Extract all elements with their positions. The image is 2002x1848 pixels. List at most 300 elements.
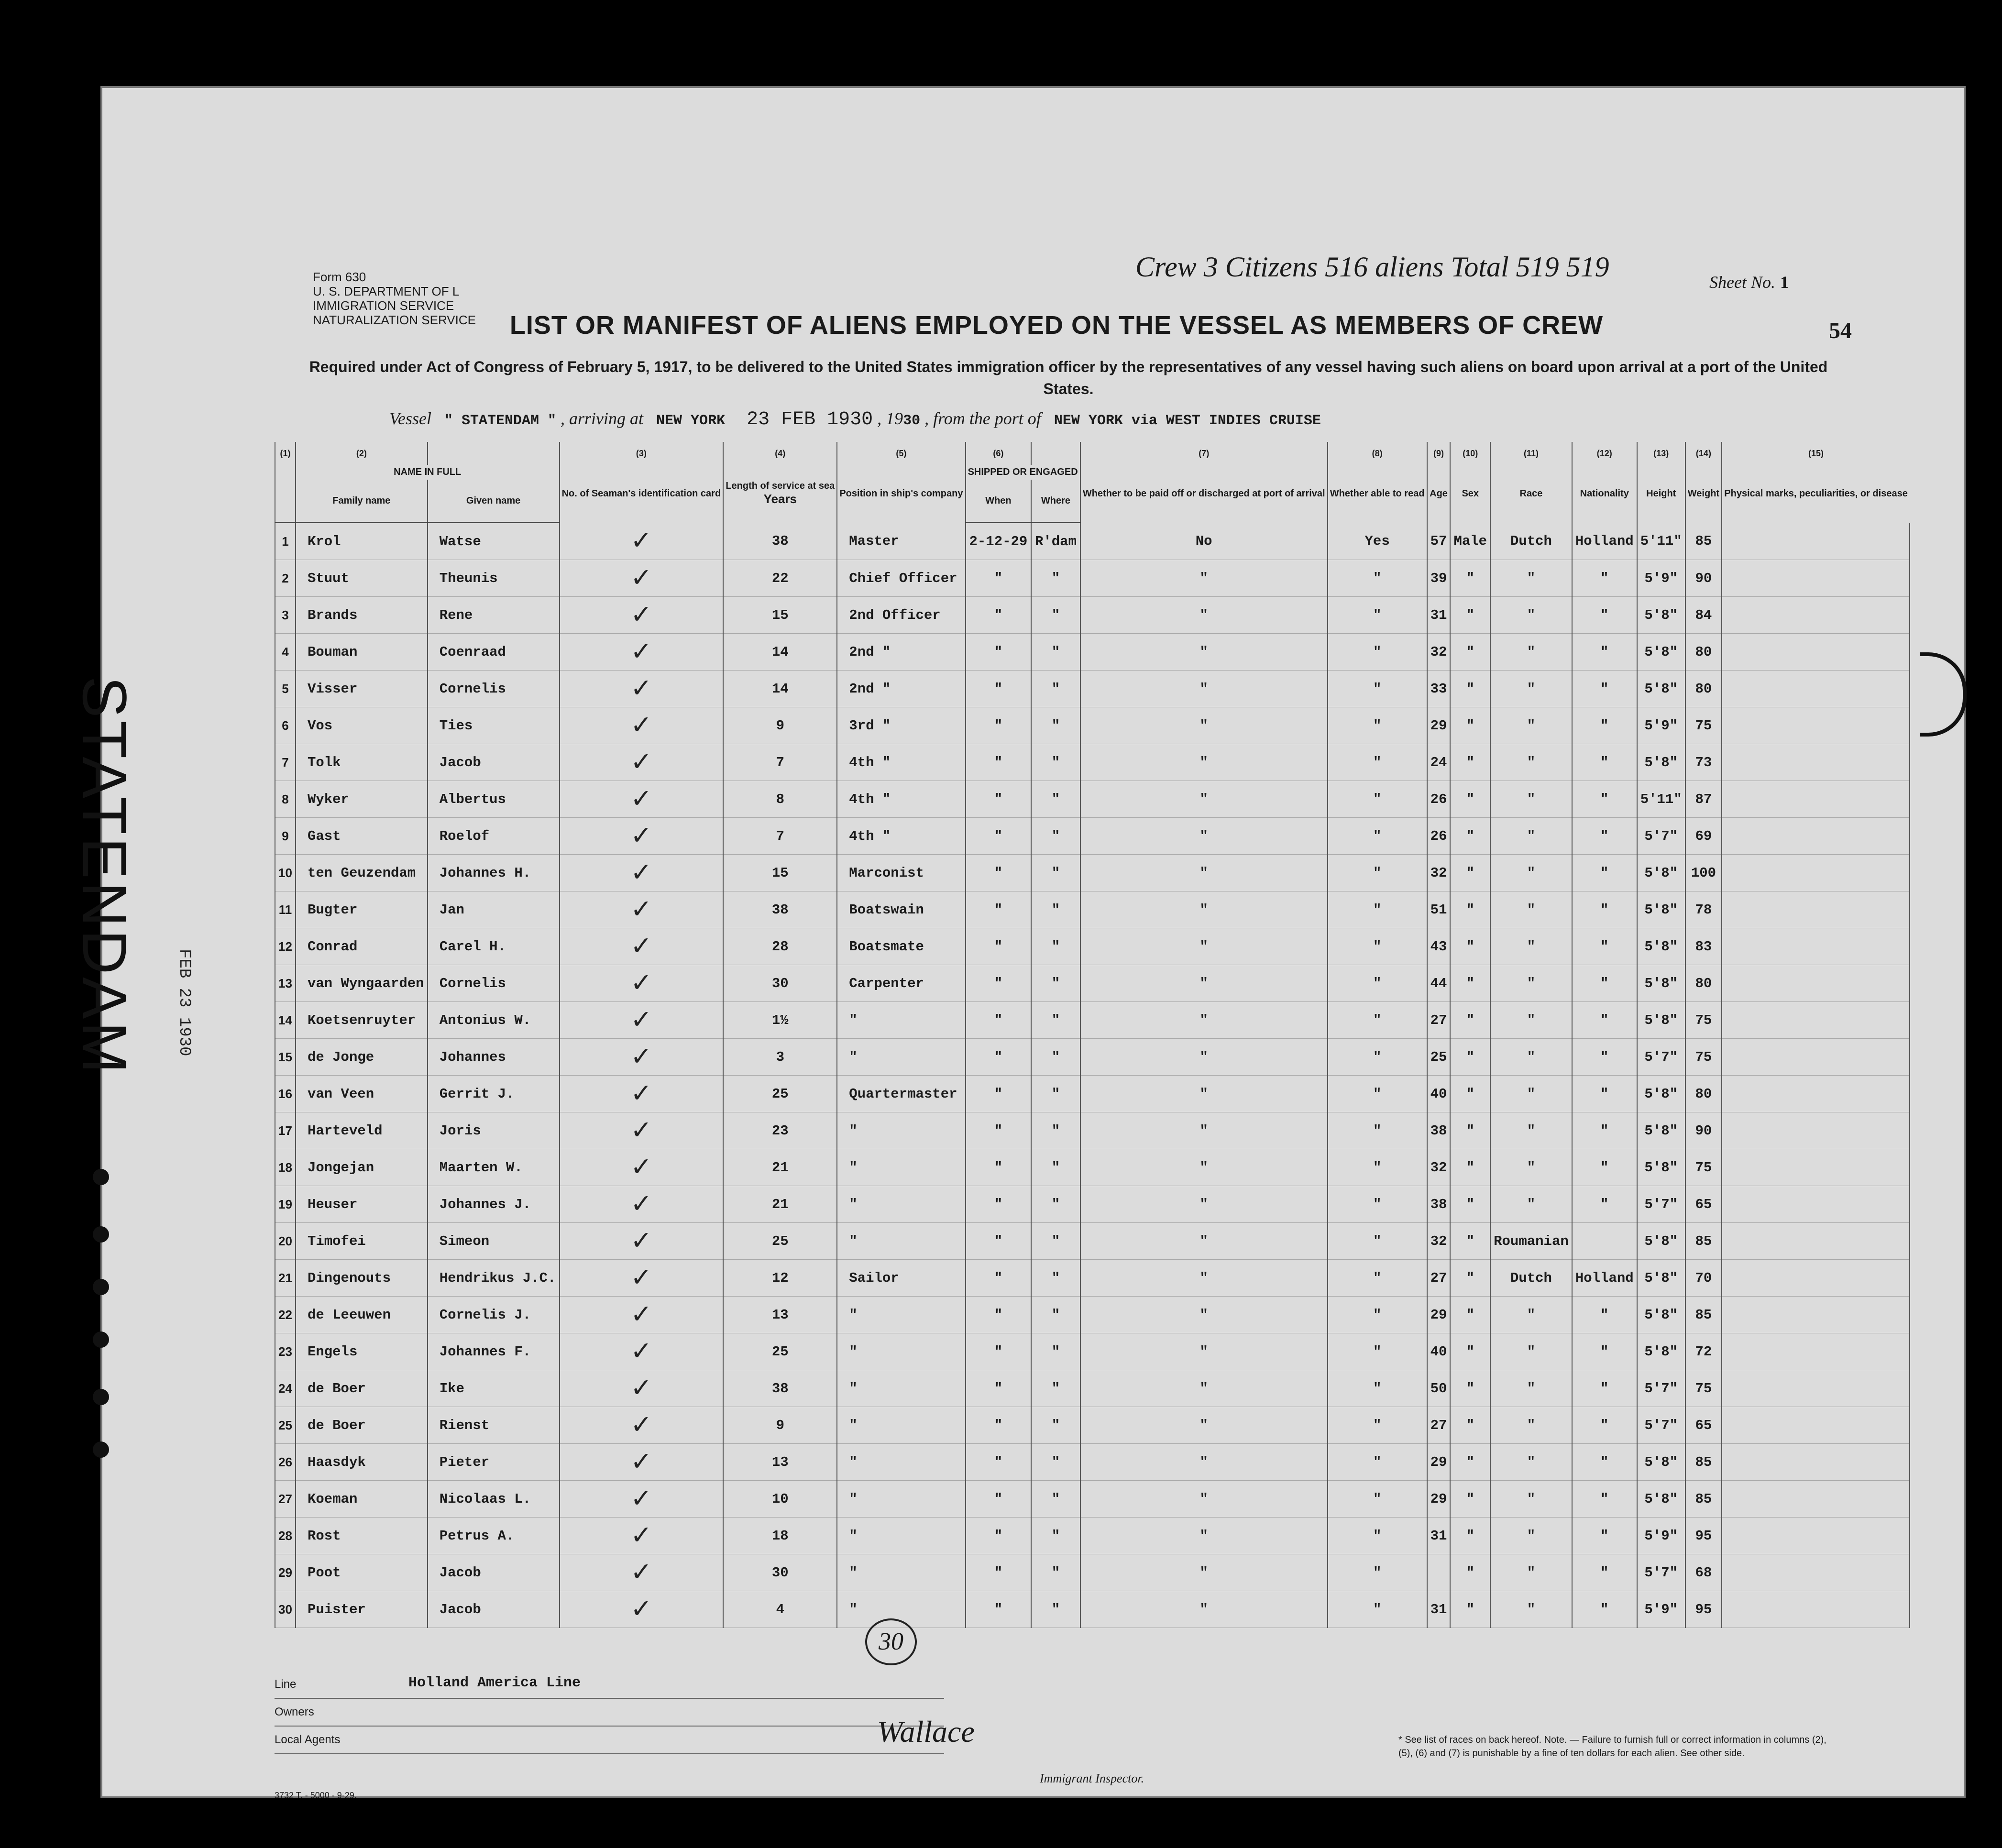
able-to-read: " bbox=[1328, 818, 1427, 855]
id-card-check: ✓ bbox=[560, 560, 724, 597]
physical-marks bbox=[1722, 855, 1910, 891]
family-name: Dingenouts bbox=[296, 1260, 428, 1297]
line-number: 17 bbox=[275, 1112, 296, 1149]
given-name: Roelof bbox=[428, 818, 560, 855]
race: " bbox=[1490, 1407, 1572, 1444]
shipped-when: " bbox=[966, 1407, 1032, 1444]
age: 31 bbox=[1427, 597, 1451, 634]
physical-marks bbox=[1722, 1481, 1910, 1518]
service-years: 38 bbox=[723, 891, 837, 928]
line-number: 20 bbox=[275, 1223, 296, 1260]
table-row bbox=[275, 891, 1910, 928]
family-name: Puister bbox=[296, 1591, 428, 1628]
table-row bbox=[275, 1370, 1910, 1407]
weight: 80 bbox=[1685, 1076, 1722, 1112]
family-name: Visser bbox=[296, 671, 428, 707]
table-row bbox=[275, 744, 1910, 781]
shipped-where: " bbox=[1031, 1223, 1080, 1260]
weight: 70 bbox=[1685, 1260, 1722, 1297]
given-name: Jacob bbox=[428, 1554, 560, 1591]
paid-off: " bbox=[1080, 560, 1328, 597]
shipped-where: R'dam bbox=[1031, 523, 1080, 560]
shipped-where: " bbox=[1031, 744, 1080, 781]
race: " bbox=[1490, 781, 1572, 818]
weight: 95 bbox=[1685, 1518, 1722, 1554]
able-to-read: " bbox=[1328, 560, 1427, 597]
table-row bbox=[275, 1149, 1910, 1186]
sex: " bbox=[1450, 1518, 1490, 1554]
race-header: Race bbox=[1490, 465, 1572, 523]
id-card-check: ✓ bbox=[560, 781, 724, 818]
service-years: 14 bbox=[723, 671, 837, 707]
id-card-check: ✓ bbox=[560, 1002, 724, 1039]
shipped-header: SHIPPED OR ENGAGED bbox=[966, 465, 1080, 480]
height: 5'8" bbox=[1637, 1076, 1685, 1112]
nationality: " bbox=[1572, 671, 1637, 707]
given-name: Ike bbox=[428, 1370, 560, 1407]
sex: " bbox=[1450, 597, 1490, 634]
position: 4th " bbox=[837, 744, 965, 781]
departure-port: NEW YORK via WEST INDIES CRUISE bbox=[1054, 413, 1321, 429]
nationality: " bbox=[1572, 1002, 1637, 1039]
given-name: Pieter bbox=[428, 1444, 560, 1481]
given-name: Antonius W. bbox=[428, 1002, 560, 1039]
able-to-read: " bbox=[1328, 707, 1427, 744]
shipped-where: " bbox=[1031, 928, 1080, 965]
able-to-read: " bbox=[1328, 1481, 1427, 1518]
line-number: 22 bbox=[275, 1297, 296, 1333]
physical-marks bbox=[1722, 1002, 1910, 1039]
given-name: Watse bbox=[428, 523, 560, 560]
physical-marks bbox=[1722, 1112, 1910, 1149]
able-to-read: " bbox=[1328, 1039, 1427, 1076]
shipped-where: " bbox=[1031, 781, 1080, 818]
weight: 85 bbox=[1685, 1444, 1722, 1481]
paid-off: " bbox=[1080, 1444, 1328, 1481]
table-row bbox=[275, 1223, 1910, 1260]
able-to-read: Yes bbox=[1328, 523, 1427, 560]
nationality: " bbox=[1572, 1591, 1637, 1628]
nationality: " bbox=[1572, 855, 1637, 891]
age bbox=[1427, 1554, 1451, 1591]
race: " bbox=[1490, 818, 1572, 855]
race: Roumanian bbox=[1490, 1223, 1572, 1260]
able-to-read: " bbox=[1328, 1591, 1427, 1628]
given-name: Carel H. bbox=[428, 928, 560, 965]
weight: 90 bbox=[1685, 1112, 1722, 1149]
race: " bbox=[1490, 671, 1572, 707]
height: 5'8" bbox=[1637, 928, 1685, 965]
position: " bbox=[837, 1297, 965, 1333]
race: " bbox=[1490, 634, 1572, 671]
age: 32 bbox=[1427, 855, 1451, 891]
inspector-label: Immigrant Inspector. bbox=[1040, 1771, 1144, 1785]
service-years: 1½ bbox=[723, 1002, 837, 1039]
paid-off: " bbox=[1080, 1002, 1328, 1039]
weight: 80 bbox=[1685, 965, 1722, 1002]
age: 29 bbox=[1427, 707, 1451, 744]
race: Dutch bbox=[1490, 1260, 1572, 1297]
height: 5'8" bbox=[1637, 634, 1685, 671]
id-card-check: ✓ bbox=[560, 1260, 724, 1297]
physical-marks bbox=[1722, 597, 1910, 634]
id-card-check: ✓ bbox=[560, 1112, 724, 1149]
physical-marks bbox=[1722, 818, 1910, 855]
shipped-when: " bbox=[966, 1039, 1032, 1076]
paid-off: " bbox=[1080, 891, 1328, 928]
race: " bbox=[1490, 1186, 1572, 1223]
table-row bbox=[275, 1112, 1910, 1149]
footer-note: * See list of races on back hereof. Note. — Failure to furnish full or correct information in columns (2), (5), (6) and (7) is punishable by a fine of ten dollars for each alien. See other side. bbox=[1398, 1735, 1826, 1759]
physical-marks bbox=[1722, 744, 1910, 781]
physical-marks bbox=[1722, 1518, 1910, 1554]
table-row bbox=[275, 1444, 1910, 1481]
nationality: Holland bbox=[1572, 1260, 1637, 1297]
sex: " bbox=[1450, 1481, 1490, 1518]
service-years: 25 bbox=[723, 1223, 837, 1260]
able-to-read: " bbox=[1328, 1260, 1427, 1297]
race: " bbox=[1490, 744, 1572, 781]
shipped-where: " bbox=[1031, 1518, 1080, 1554]
family-name: Haasdyk bbox=[296, 1444, 428, 1481]
shipped-where: " bbox=[1031, 597, 1080, 634]
height: 5'8" bbox=[1637, 1297, 1685, 1333]
sex: " bbox=[1450, 1149, 1490, 1186]
family-name: Krol bbox=[296, 523, 428, 560]
column-number: (9) bbox=[1427, 442, 1451, 465]
height: 5'11" bbox=[1637, 523, 1685, 560]
paid-off: " bbox=[1080, 1260, 1328, 1297]
given-name: Johannes F. bbox=[428, 1333, 560, 1370]
sex: " bbox=[1450, 634, 1490, 671]
age: 26 bbox=[1427, 818, 1451, 855]
family-name: van Veen bbox=[296, 1076, 428, 1112]
sex: " bbox=[1450, 891, 1490, 928]
sex: " bbox=[1450, 1112, 1490, 1149]
paid-off: " bbox=[1080, 1370, 1328, 1407]
service-years: 15 bbox=[723, 855, 837, 891]
paid-off: " bbox=[1080, 1481, 1328, 1518]
line-number: 19 bbox=[275, 1186, 296, 1223]
paid-off: " bbox=[1080, 1149, 1328, 1186]
service-years: 15 bbox=[723, 597, 837, 634]
weight: 83 bbox=[1685, 928, 1722, 965]
shipped-when: " bbox=[966, 1223, 1032, 1260]
service-years: 9 bbox=[723, 707, 837, 744]
weight: 80 bbox=[1685, 634, 1722, 671]
service-years: 23 bbox=[723, 1112, 837, 1149]
nationality bbox=[1572, 1223, 1637, 1260]
line-row bbox=[275, 1671, 944, 1699]
paid-off: " bbox=[1080, 597, 1328, 634]
table-row bbox=[275, 634, 1910, 671]
family-name: Gast bbox=[296, 818, 428, 855]
age: 27 bbox=[1427, 1260, 1451, 1297]
age: 31 bbox=[1427, 1518, 1451, 1554]
id-card-check: ✓ bbox=[560, 523, 724, 560]
family-name: Timofei bbox=[296, 1223, 428, 1260]
family-name: Vos bbox=[296, 707, 428, 744]
sex: " bbox=[1450, 1002, 1490, 1039]
nationality: " bbox=[1572, 1518, 1637, 1554]
age: 24 bbox=[1427, 744, 1451, 781]
paid-off: " bbox=[1080, 1554, 1328, 1591]
physical-marks bbox=[1722, 891, 1910, 928]
given-name: Ties bbox=[428, 707, 560, 744]
table-row bbox=[275, 928, 1910, 965]
position: Master bbox=[837, 523, 965, 560]
punch-hole-icon bbox=[93, 1441, 109, 1458]
sex: " bbox=[1450, 781, 1490, 818]
nationality: " bbox=[1572, 1554, 1637, 1591]
sex: " bbox=[1450, 855, 1490, 891]
sex: " bbox=[1450, 1297, 1490, 1333]
paid-off: " bbox=[1080, 744, 1328, 781]
service-years: 30 bbox=[723, 1554, 837, 1591]
manifest-sheet bbox=[70, 86, 1966, 1800]
id-card-check: ✓ bbox=[560, 597, 724, 634]
shipped-where: " bbox=[1031, 560, 1080, 597]
position: " bbox=[837, 1591, 965, 1628]
column-number bbox=[1031, 442, 1080, 465]
given-name: Rene bbox=[428, 597, 560, 634]
given-name: Cornelis J. bbox=[428, 1297, 560, 1333]
id-card-check: ✓ bbox=[560, 1333, 724, 1370]
weight: 75 bbox=[1685, 1370, 1722, 1407]
nationality: " bbox=[1572, 744, 1637, 781]
physical-marks bbox=[1722, 1186, 1910, 1223]
arriving-label: , arriving at bbox=[561, 409, 644, 428]
physical-marks bbox=[1722, 634, 1910, 671]
service-years: 21 bbox=[723, 1149, 837, 1186]
age: 38 bbox=[1427, 1112, 1451, 1149]
paid-off: " bbox=[1080, 634, 1328, 671]
column-number: (6) bbox=[966, 442, 1032, 465]
family-name: Harteveld bbox=[296, 1112, 428, 1149]
race: " bbox=[1490, 597, 1572, 634]
able-to-read: " bbox=[1328, 671, 1427, 707]
owners-label: Owners bbox=[275, 1705, 314, 1718]
column-number: (15) bbox=[1722, 442, 1910, 465]
physical-marks bbox=[1722, 1297, 1910, 1333]
shipped-where: " bbox=[1031, 891, 1080, 928]
height: 5'8" bbox=[1637, 891, 1685, 928]
race: " bbox=[1490, 707, 1572, 744]
position: " bbox=[837, 1554, 965, 1591]
shipped-when: " bbox=[966, 597, 1032, 634]
shipped-where: " bbox=[1031, 1039, 1080, 1076]
paid-off: " bbox=[1080, 855, 1328, 891]
able-to-read: " bbox=[1328, 1333, 1427, 1370]
shipped-when: " bbox=[966, 744, 1032, 781]
family-name: Koetsenruyter bbox=[296, 1002, 428, 1039]
shipped-when: " bbox=[966, 1186, 1032, 1223]
sex: " bbox=[1450, 1591, 1490, 1628]
table-row bbox=[275, 1333, 1910, 1370]
marks-header: Physical marks, peculiarities, or disease bbox=[1722, 465, 1910, 523]
service-line-1: IMMIGRATION SERVICE bbox=[313, 298, 454, 313]
height: 5'7" bbox=[1637, 1039, 1685, 1076]
weight: 78 bbox=[1685, 891, 1722, 928]
id-card-check: ✓ bbox=[560, 1076, 724, 1112]
shipped-when: " bbox=[966, 1076, 1032, 1112]
nationality: " bbox=[1572, 634, 1637, 671]
nationality: " bbox=[1572, 1112, 1637, 1149]
age: 25 bbox=[1427, 1039, 1451, 1076]
column-number: (7) bbox=[1080, 442, 1328, 465]
service-years: 9 bbox=[723, 1407, 837, 1444]
weight: 65 bbox=[1685, 1407, 1722, 1444]
physical-marks bbox=[1722, 1333, 1910, 1370]
table-row bbox=[275, 597, 1910, 634]
height: 5'7" bbox=[1637, 1407, 1685, 1444]
physical-marks bbox=[1722, 781, 1910, 818]
sheet-value: 1 bbox=[1780, 273, 1789, 292]
line-number: 29 bbox=[275, 1554, 296, 1591]
race: " bbox=[1490, 891, 1572, 928]
line-number: 2 bbox=[275, 560, 296, 597]
shipped-where: " bbox=[1031, 1554, 1080, 1591]
table-row bbox=[275, 855, 1910, 891]
race: " bbox=[1490, 1591, 1572, 1628]
table-row bbox=[275, 707, 1910, 744]
id-card-check: ✓ bbox=[560, 1481, 724, 1518]
physical-marks bbox=[1722, 1591, 1910, 1628]
weight: 75 bbox=[1685, 1149, 1722, 1186]
column-number: (10) bbox=[1450, 442, 1490, 465]
shipped-where: " bbox=[1031, 1370, 1080, 1407]
nationality: " bbox=[1572, 1444, 1637, 1481]
service-years: 12 bbox=[723, 1260, 837, 1297]
paid-off: No bbox=[1080, 523, 1328, 560]
shipped-when: 2-12-29 bbox=[966, 523, 1032, 560]
shipped-when: " bbox=[966, 1554, 1032, 1591]
height: 5'11" bbox=[1637, 781, 1685, 818]
column-number: (8) bbox=[1328, 442, 1427, 465]
weight: 73 bbox=[1685, 744, 1722, 781]
family-name: Bugter bbox=[296, 891, 428, 928]
able-to-read: " bbox=[1328, 1076, 1427, 1112]
side-date-stamp: FEB 23 1930 bbox=[175, 949, 193, 1056]
age: 38 bbox=[1427, 1186, 1451, 1223]
nationality: " bbox=[1572, 1333, 1637, 1370]
nationality: " bbox=[1572, 707, 1637, 744]
able-to-read: " bbox=[1328, 891, 1427, 928]
able-to-read: " bbox=[1328, 1370, 1427, 1407]
paid-off: " bbox=[1080, 671, 1328, 707]
sex: " bbox=[1450, 965, 1490, 1002]
line-number: 15 bbox=[275, 1039, 296, 1076]
service-years: 25 bbox=[723, 1076, 837, 1112]
race: Dutch bbox=[1490, 523, 1572, 560]
line-number: 5 bbox=[275, 671, 296, 707]
line-value: Holland America Line bbox=[408, 1675, 581, 1691]
service-years: 21 bbox=[723, 1186, 837, 1223]
service-years: 4 bbox=[723, 1591, 837, 1628]
line-number: 28 bbox=[275, 1518, 296, 1554]
age: 31 bbox=[1427, 1591, 1451, 1628]
height: 5'7" bbox=[1637, 1370, 1685, 1407]
shipped-where: " bbox=[1031, 671, 1080, 707]
physical-marks bbox=[1722, 1149, 1910, 1186]
id-card-check: ✓ bbox=[560, 707, 724, 744]
height: 5'8" bbox=[1637, 1481, 1685, 1518]
line-number: 25 bbox=[275, 1407, 296, 1444]
vessel-label: Vessel bbox=[389, 409, 431, 428]
line-number: 8 bbox=[275, 781, 296, 818]
shipped-when: " bbox=[966, 1260, 1032, 1297]
physical-marks bbox=[1722, 560, 1910, 597]
table-row bbox=[275, 560, 1910, 597]
family-name: Wyker bbox=[296, 781, 428, 818]
sex: " bbox=[1450, 1039, 1490, 1076]
id-card-check: ✓ bbox=[560, 1554, 724, 1591]
height: 5'8" bbox=[1637, 1260, 1685, 1297]
service-years: 8 bbox=[723, 781, 837, 818]
weight: 85 bbox=[1685, 1297, 1722, 1333]
page-number: 54 bbox=[1829, 318, 1852, 343]
height: 5'8" bbox=[1637, 1002, 1685, 1039]
service-years: 13 bbox=[723, 1444, 837, 1481]
nationality: " bbox=[1572, 1481, 1637, 1518]
service-years: 7 bbox=[723, 744, 837, 781]
table-row bbox=[275, 1554, 1910, 1591]
sex: " bbox=[1450, 1260, 1490, 1297]
paid-off: " bbox=[1080, 965, 1328, 1002]
position: Quartermaster bbox=[837, 1076, 965, 1112]
table-row bbox=[275, 1591, 1910, 1628]
family-name: Heuser bbox=[296, 1186, 428, 1223]
binder-clip-icon bbox=[1920, 652, 1967, 737]
age: 40 bbox=[1427, 1076, 1451, 1112]
race: " bbox=[1490, 1370, 1572, 1407]
line-number: 13 bbox=[275, 965, 296, 1002]
height: 5'7" bbox=[1637, 818, 1685, 855]
weight: 85 bbox=[1685, 1223, 1722, 1260]
nationality: " bbox=[1572, 1039, 1637, 1076]
able-to-read: " bbox=[1328, 1149, 1427, 1186]
able-to-read: " bbox=[1328, 1186, 1427, 1223]
age-header: Age bbox=[1427, 465, 1451, 523]
id-card-check: ✓ bbox=[560, 1444, 724, 1481]
shipped-when: " bbox=[966, 855, 1032, 891]
given-name: Coenraad bbox=[428, 634, 560, 671]
physical-marks bbox=[1722, 707, 1910, 744]
paid-off: " bbox=[1080, 1297, 1328, 1333]
sex: " bbox=[1450, 744, 1490, 781]
weight: 69 bbox=[1685, 818, 1722, 855]
shipped-where: " bbox=[1031, 634, 1080, 671]
position: " bbox=[837, 1407, 965, 1444]
sex: " bbox=[1450, 1370, 1490, 1407]
year-value: 30 bbox=[903, 413, 921, 429]
physical-marks bbox=[1722, 1039, 1910, 1076]
position: Boatswain bbox=[837, 891, 965, 928]
race: " bbox=[1490, 1518, 1572, 1554]
position: " bbox=[837, 1481, 965, 1518]
height: 5'8" bbox=[1637, 1149, 1685, 1186]
form-code: 3732 T. - 5000 - 9-29. bbox=[275, 1791, 357, 1800]
physical-marks bbox=[1722, 1223, 1910, 1260]
id-card-check: ✓ bbox=[560, 818, 724, 855]
table-row bbox=[275, 818, 1910, 855]
arrival-date-stamp: 23 FEB 1930 bbox=[747, 409, 873, 430]
nationality: " bbox=[1572, 597, 1637, 634]
line-number: 23 bbox=[275, 1333, 296, 1370]
height: 5'8" bbox=[1637, 1112, 1685, 1149]
shipped-where: " bbox=[1031, 1076, 1080, 1112]
shipped-when: " bbox=[966, 560, 1032, 597]
